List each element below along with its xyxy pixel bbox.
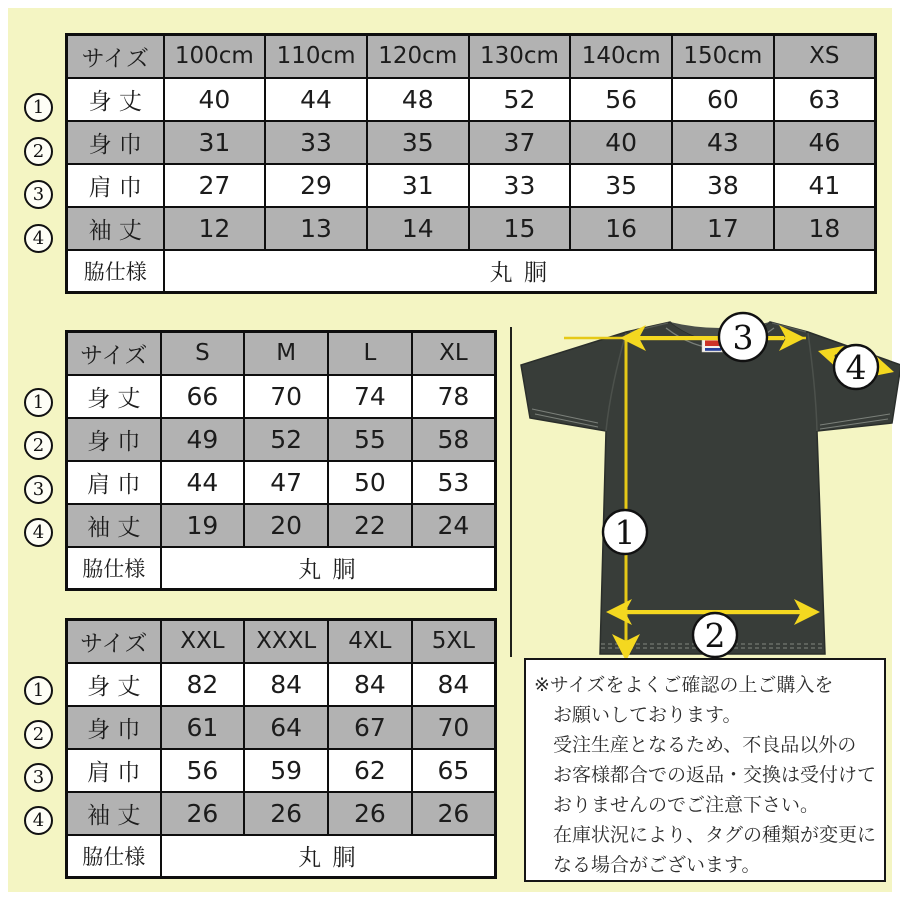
value-cell: 26 (328, 792, 412, 835)
value-cell: 31 (164, 121, 266, 164)
note-line: 在庫状況により、タグの種類が変更に (553, 824, 877, 846)
row-mark-2: 2 (24, 137, 53, 166)
value-cell: 70 (244, 375, 328, 418)
table-row (67, 792, 496, 835)
value-cell: 44 (161, 461, 245, 504)
table-row (67, 749, 496, 792)
table-row (67, 547, 496, 590)
value-cell: 49 (161, 418, 245, 461)
row-mark-2: 2 (24, 720, 53, 749)
row-mark-1: 1 (24, 388, 53, 417)
value-cell: 33 (469, 164, 571, 207)
value-cell: 84 (412, 663, 496, 706)
value-cell: 27 (164, 164, 266, 207)
table-row (67, 504, 496, 547)
size-col-header: XL (412, 332, 496, 375)
table-row (67, 164, 876, 207)
row-label: 袖 丈 (67, 207, 164, 250)
footer-label: 脇仕様 (67, 835, 161, 878)
tshirt-graphic (500, 305, 900, 662)
value-cell: 55 (328, 418, 412, 461)
row-label: 袖 丈 (67, 504, 161, 547)
value-cell: 74 (328, 375, 412, 418)
value-cell: 84 (244, 663, 328, 706)
page-background (8, 8, 892, 892)
value-cell: 53 (412, 461, 496, 504)
value-cell: 61 (161, 706, 245, 749)
value-cell: 59 (244, 749, 328, 792)
note-line: おりませんのでご注意下さい。 (553, 794, 820, 816)
size-col-header: XXXL (244, 620, 328, 663)
row-mark-1: 1 (24, 676, 53, 705)
value-cell: 17 (672, 207, 774, 250)
value-cell: 41 (774, 164, 876, 207)
size-col-header: 130cm (469, 35, 571, 78)
table-row (67, 835, 496, 878)
footer-label: 脇仕様 (67, 250, 164, 293)
table-row (67, 250, 876, 293)
size-col-header: 150cm (672, 35, 774, 78)
value-cell: 20 (244, 504, 328, 547)
value-cell: 47 (244, 461, 328, 504)
row-label: 身 丈 (67, 375, 161, 418)
row-mark-4: 4 (24, 224, 53, 253)
footer-label: 脇仕様 (67, 547, 161, 590)
value-cell: 22 (328, 504, 412, 547)
size-header-cell: サイズ (67, 620, 161, 663)
value-cell: 82 (161, 663, 245, 706)
size-col-header: 100cm (164, 35, 266, 78)
row-label: 身 丈 (67, 78, 164, 121)
size-col-header: 110cm (265, 35, 367, 78)
value-cell: 48 (367, 78, 469, 121)
circle-digit-4: 4 (845, 348, 867, 387)
value-cell: 13 (265, 207, 367, 250)
value-cell: 29 (265, 164, 367, 207)
tshirt-measure-diagram (500, 305, 900, 662)
footer-value: 丸 胴 (164, 250, 876, 293)
size-col-header: XS (774, 35, 876, 78)
value-cell: 65 (412, 749, 496, 792)
note-line: なる場合がございます。 (553, 854, 761, 876)
table-row (67, 121, 876, 164)
table-row (67, 78, 876, 121)
row-mark-3: 3 (24, 180, 53, 209)
table-row (67, 706, 496, 749)
value-cell: 63 (774, 78, 876, 121)
row-label: 身 巾 (67, 418, 161, 461)
row-mark-1: 1 (24, 93, 53, 122)
value-cell: 43 (672, 121, 774, 164)
value-cell: 16 (570, 207, 672, 250)
circle-digit-1: 1 (614, 513, 636, 552)
size-header-cell: サイズ (67, 35, 164, 78)
value-cell: 56 (570, 78, 672, 121)
size-col-header: XXL (161, 620, 245, 663)
value-cell: 26 (244, 792, 328, 835)
footer-value: 丸 胴 (161, 835, 496, 878)
value-cell: 58 (412, 418, 496, 461)
note-line: 受注生産となるため、不良品以外の (553, 734, 857, 756)
size-table-adult (65, 330, 497, 591)
row-label: 袖 丈 (67, 792, 161, 835)
purchase-notes-box (524, 658, 886, 882)
value-cell: 26 (412, 792, 496, 835)
table-row (67, 461, 496, 504)
size-table-kids (65, 33, 877, 294)
row-mark-4: 4 (24, 518, 53, 547)
size-col-header: 4XL (328, 620, 412, 663)
row-label: 身 巾 (67, 706, 161, 749)
value-cell: 46 (774, 121, 876, 164)
value-cell: 60 (672, 78, 774, 121)
value-cell: 70 (412, 706, 496, 749)
size-col-header: M (244, 332, 328, 375)
value-cell: 18 (774, 207, 876, 250)
value-cell: 44 (265, 78, 367, 121)
value-cell: 50 (328, 461, 412, 504)
value-cell: 67 (328, 706, 412, 749)
size-col-header: 5XL (412, 620, 496, 663)
value-cell: 78 (412, 375, 496, 418)
size-table-big (65, 618, 497, 879)
value-cell: 37 (469, 121, 571, 164)
table-row (67, 663, 496, 706)
table-row (67, 375, 496, 418)
value-cell: 35 (570, 164, 672, 207)
value-cell: 14 (367, 207, 469, 250)
size-col-header: L (328, 332, 412, 375)
value-cell: 35 (367, 121, 469, 164)
value-cell: 19 (161, 504, 245, 547)
footer-value: 丸 胴 (161, 547, 496, 590)
value-cell: 84 (328, 663, 412, 706)
value-cell: 52 (469, 78, 571, 121)
value-cell: 15 (469, 207, 571, 250)
size-col-header: 120cm (367, 35, 469, 78)
value-cell: 40 (570, 121, 672, 164)
table-row (67, 207, 876, 250)
value-cell: 52 (244, 418, 328, 461)
value-cell: 24 (412, 504, 496, 547)
table-row (67, 418, 496, 461)
row-mark-3: 3 (24, 475, 53, 504)
value-cell: 40 (164, 78, 266, 121)
row-label: 肩 巾 (67, 461, 161, 504)
circle-digit-3: 3 (732, 318, 754, 357)
note-line: お願いしております。 (553, 704, 742, 726)
row-mark-2: 2 (24, 431, 53, 460)
size-col-header: S (161, 332, 245, 375)
circle-digit-2: 2 (704, 616, 726, 655)
row-label: 肩 巾 (67, 749, 161, 792)
value-cell: 64 (244, 706, 328, 749)
value-cell: 12 (164, 207, 266, 250)
value-cell: 26 (161, 792, 245, 835)
row-label: 肩 巾 (67, 164, 164, 207)
value-cell: 56 (161, 749, 245, 792)
note-line: お客様都合での返品・交換は受付けて (553, 764, 877, 786)
row-label: 身 巾 (67, 121, 164, 164)
value-cell: 62 (328, 749, 412, 792)
value-cell: 31 (367, 164, 469, 207)
value-cell: 66 (161, 375, 245, 418)
row-mark-4: 4 (24, 806, 53, 835)
row-mark-3: 3 (24, 763, 53, 792)
value-cell: 33 (265, 121, 367, 164)
row-label: 身 丈 (67, 663, 161, 706)
value-cell: 38 (672, 164, 774, 207)
size-header-cell: サイズ (67, 332, 161, 375)
note-line: ※サイズをよくご確認の上ご購入を (534, 674, 834, 696)
size-col-header: 140cm (570, 35, 672, 78)
